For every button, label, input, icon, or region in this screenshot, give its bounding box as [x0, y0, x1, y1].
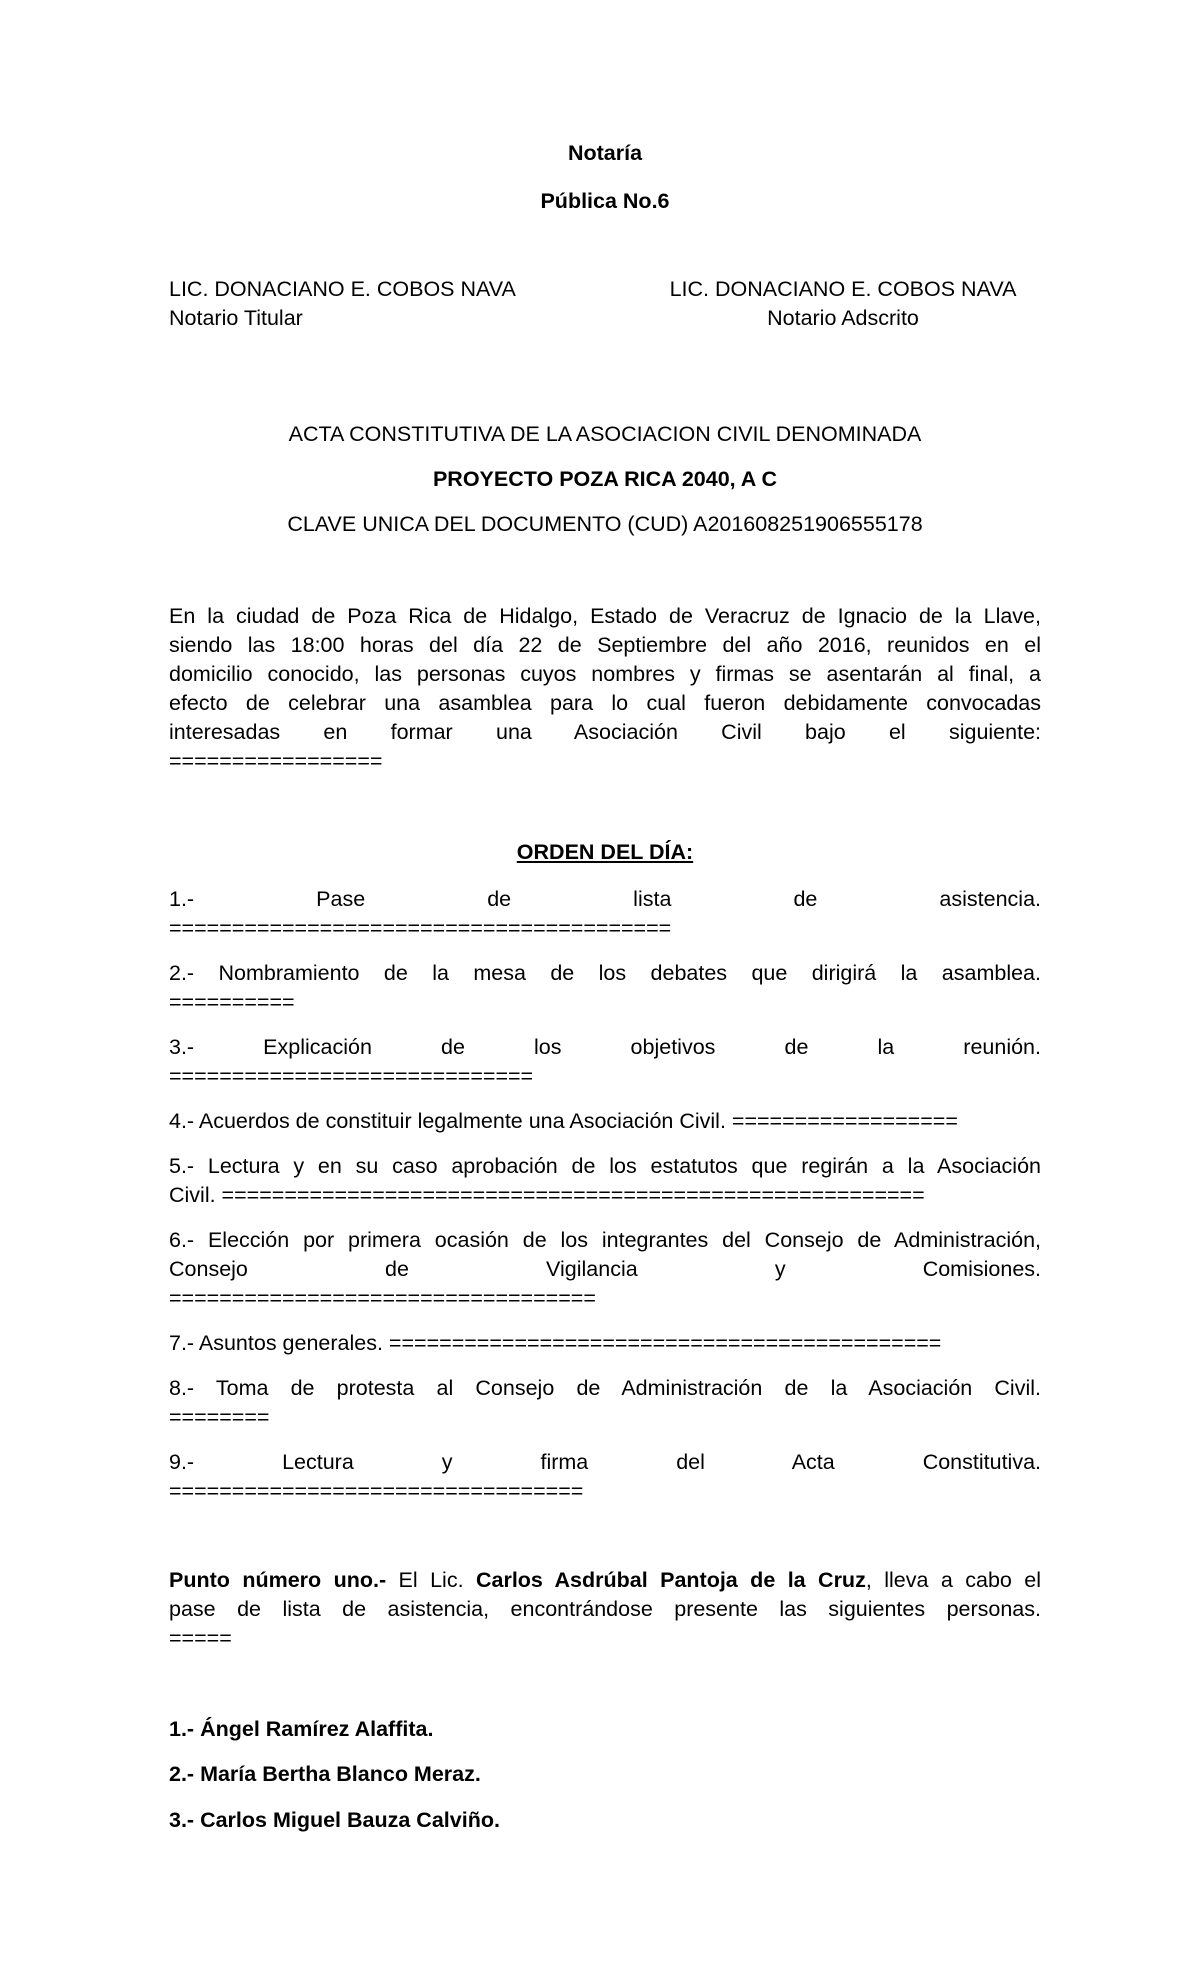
- notary-titular-role: Notario Titular: [169, 306, 303, 330]
- agenda-item-text: Civil. ========================================================: [169, 1183, 925, 1207]
- intro-line: =================: [169, 749, 383, 773]
- document-cud: CLAVE UNICA DEL DOCUMENTO (CUD) A201608251906555178: [287, 512, 923, 536]
- agenda-item-9: [169, 1448, 1041, 1506]
- intro-line: interesadas en formar una Asociación Civil bajo el siguiente:: [169, 720, 1041, 744]
- point-one-line: pase de lista de asistencia, encontrándose presente las siguientes personas.: [169, 1597, 1041, 1621]
- agenda-item-8: [169, 1374, 1041, 1432]
- point-one-line: [169, 1566, 1041, 1595]
- notary-titular-name: LIC. DONACIANO E. COBOS NAVA: [169, 277, 516, 301]
- agenda-item-rule: ========================================: [169, 916, 672, 940]
- notary-adscrito: [645, 275, 1041, 333]
- point-one-text-a: El Lic.: [386, 1568, 476, 1592]
- notary-adscrito-role: Notario Adscrito: [767, 306, 919, 330]
- point-one-label: Punto número uno.-: [169, 1568, 387, 1592]
- point-one-person: Carlos Asdrúbal Pantoja de la Cruz: [475, 1568, 866, 1592]
- intro-line: domicilio conocido, las personas cuyos nombres y firmas se asentarán al final, a: [169, 662, 1041, 686]
- point-one-text-b: , lleva a cabo el: [865, 1568, 1042, 1592]
- agenda-item-6: [169, 1226, 1041, 1313]
- intro-line: siendo las 18:00 horas del día 22 de Septiembre del año 2016, reunidos en el: [169, 633, 1041, 657]
- intro-line: En la ciudad de Poza Rica de Hidalgo, Estado de Veracruz de Ignacio de la Llave,: [169, 604, 1041, 628]
- intro-paragraph: [169, 602, 1041, 776]
- point-one-line: =====: [169, 1626, 232, 1650]
- agenda-item-text: 9.- Lectura y firma del Acta Constitutiva.: [169, 1450, 1041, 1474]
- agenda-item-text: 6.- Elección por primera ocasión de los integrantes del Consejo de Administración,: [169, 1228, 1041, 1252]
- agenda-item-1: [169, 885, 1041, 943]
- agenda-item-text: 2.- Nombramiento de la mesa de los debates que dirigirá la asamblea.: [169, 961, 1041, 985]
- agenda-item-text: 4.- Acuerdos de constituir legalmente una Asociación Civil. ==================: [169, 1109, 958, 1133]
- agenda-item-text: 7.- Asuntos generales. ============================================: [169, 1331, 942, 1355]
- attendee-item: 2.- María Bertha Blanco Meraz.: [169, 1762, 481, 1786]
- association-name: PROYECTO POZA RICA 2040, A C: [432, 467, 778, 491]
- notary-number: Pública No.6: [540, 189, 670, 213]
- agenda-item-rule: =============================: [169, 1064, 534, 1088]
- agenda-item-rule: ==================================: [169, 1286, 596, 1310]
- document-heading: ACTA CONSTITUTIVA DE LA ASOCIACION CIVIL DENOMINADA: [288, 422, 922, 446]
- agenda-item-text: 5.- Lectura y en su caso aprobación de los estatutos que regirán a la Asociación: [169, 1154, 1041, 1178]
- agenda-item-4: [169, 1107, 1041, 1136]
- notary-titular: [169, 275, 516, 333]
- agenda-item-text: 8.- Toma de protesta al Consejo de Administración de la Asociación Civil.: [169, 1376, 1041, 1400]
- agenda-item-7: [169, 1329, 1041, 1358]
- agenda-item-rule: ==========: [169, 990, 295, 1014]
- agenda-item-2: [169, 959, 1041, 1017]
- attendee-item: 3.- Carlos Miguel Bauza Calviño.: [169, 1808, 500, 1832]
- notary-title: Notaría: [567, 141, 643, 165]
- notary-adscrito-name: LIC. DONACIANO E. COBOS NAVA: [669, 277, 1017, 301]
- agenda-item-rule: =================================: [169, 1479, 584, 1503]
- agenda-item-3: [169, 1033, 1041, 1091]
- point-one-paragraph: [169, 1566, 1041, 1653]
- agenda-item-rule: ========: [169, 1405, 270, 1429]
- agenda-item-text: 1.- Pase de lista de asistencia.: [169, 887, 1041, 911]
- attendee-item: 1.- Ángel Ramírez Alaffita.: [169, 1717, 434, 1741]
- agenda-title: ORDEN DEL DÍA:: [516, 840, 694, 864]
- agenda-item-text: 3.- Explicación de los objetivos de la reunión.: [169, 1035, 1041, 1059]
- agenda-item-text: Consejo de Vigilancia y Comisiones.: [169, 1257, 1041, 1281]
- agenda-item-5: [169, 1152, 1041, 1210]
- intro-line: efecto de celebrar una asamblea para lo cual fueron debidamente convocadas: [169, 691, 1041, 715]
